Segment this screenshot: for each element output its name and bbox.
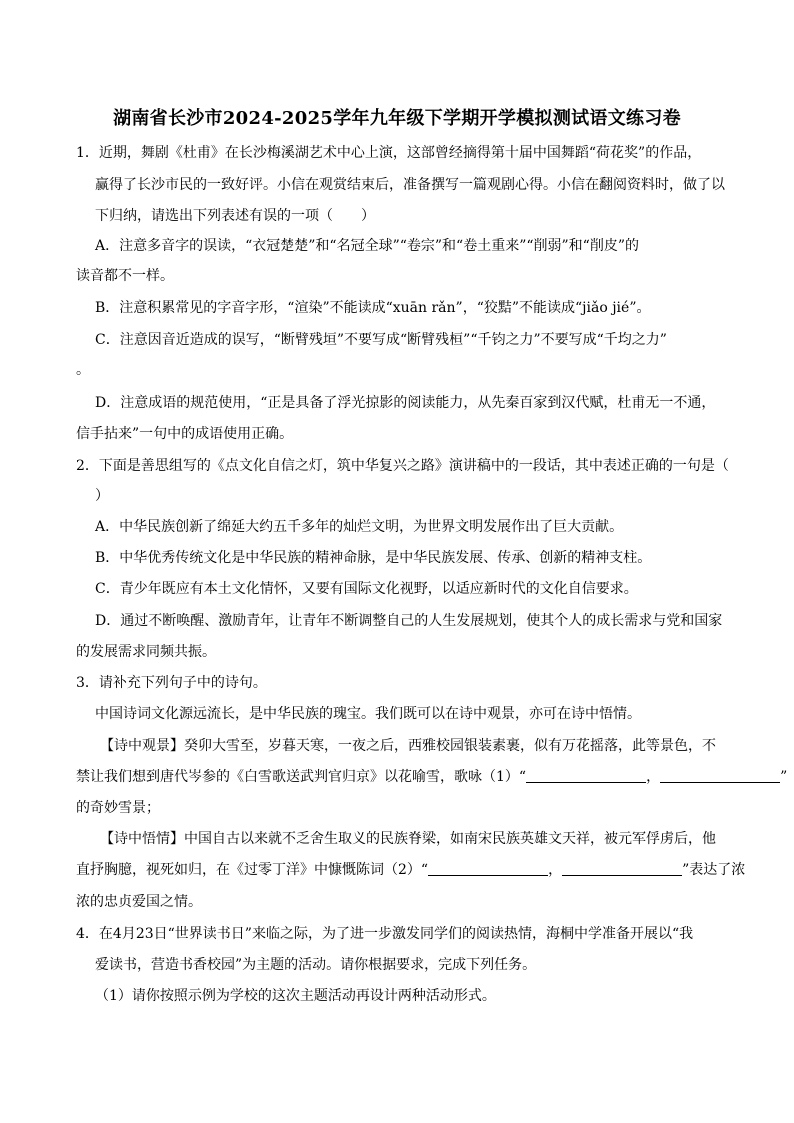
q3-scene-line3: 的奇妙雪景； xyxy=(76,800,160,816)
q1-option-d-line2: 信手拈来”一句中的成语使用正确。 xyxy=(76,426,294,442)
q3-stem: 3．请补充下列句子中的诗句。 xyxy=(76,675,267,691)
q3-emotion-line2-tail: ”表达了浓 xyxy=(682,862,746,878)
q1-option-a-line1: A．注意多音字的误读，“衣冠楚楚”和“名冠全球”“卷宗”和“卷土重来”“削弱”和“削皮”的 xyxy=(95,238,639,254)
q4-subquestion-1: （1）请你按照示例为学校的这次主题活动再设计两种活动形式。 xyxy=(95,988,496,1004)
page-title: 湖南省长沙市2024-2025学年九年级下学期开学模拟测试语文练习卷 xyxy=(113,108,681,129)
q1-option-b: B．注意积累常见的字音字形，“渲染”不能读成“xuān rǎn”，“狡黠”不能读成“jiǎo jié”。 xyxy=(95,300,651,316)
q3-emotion-line2-text: 直抒胸臆，视死如归，在《过零丁洋》中慷慨陈词（2）“ xyxy=(76,862,429,878)
q3-scene-line1: 【诗中观景】癸卯大雪至，岁暮天寒，一夜之后，西雅校园银装素裹，似有万花摇落，此等景色，不 xyxy=(100,738,716,754)
q2-option-d-line2: 的发展需求同频共振。 xyxy=(76,644,216,660)
q3-scene-line2-text: 禁让我们想到唐代岑参的《白雪歌送武判官归京》以花喻雪，歌咏（1）“ xyxy=(76,769,527,785)
q3-emotion-line1: 【诗中悟情】中国自古以来就不乏舍生取义的民族脊梁，如南宋民族英雄文天祥，被元军俘虏后，他 xyxy=(100,831,716,847)
q2-option-c: C．青少年既应有本土文化情怀，又要有国际文化视野，以适应新时代的文化自信要求。 xyxy=(95,581,638,597)
q3-scene-line2 xyxy=(76,767,787,787)
blank-separator: ， xyxy=(646,769,661,785)
q4-stem-line2: 爱读书，营造书香校园”为主题的活动。请你根据要求，完成下列任务。 xyxy=(95,957,537,973)
answer-blank-1b[interactable] xyxy=(660,768,780,783)
q2-stem-line1: 2．下面是善思组写的《点文化自信之灯，筑中华复兴之路》演讲稿中的一段话，其中表述正确的一句是（ xyxy=(76,458,729,474)
q3-emotion-line3: 浓的忠贞爱国之情。 xyxy=(76,894,202,910)
q2-option-d-line1: D．通过不断唤醒、激励青年，让青年不断调整自己的人生发展规划，使其个人的成长需求与党和国家 xyxy=(95,613,723,629)
q1-stem-line2: 赢得了长沙市民的一致好评。小信在观赏结束后，准备撰写一篇观剧心得。小信在翻阅资料时，做了以 xyxy=(95,177,725,193)
q1-option-c-line2: 。 xyxy=(76,362,90,378)
q2-option-a: A．中华民族创新了绵延大约五千多年的灿烂文明，为世界文明发展作出了巨大贡献。 xyxy=(95,519,624,535)
answer-blank-1a[interactable] xyxy=(526,768,646,783)
q1-option-c-line1: C．注意因音近造成的误写，“断臂残垣”不要写成“断臂残桓”“千钧之力”不要写成“千均之力” xyxy=(95,332,667,348)
answer-blank-2a[interactable] xyxy=(428,861,548,876)
q3-intro: 中国诗词文化源远流长，是中华民族的瑰宝。我们既可以在诗中观景，亦可在诗中悟情。 xyxy=(95,706,641,722)
blank-separator: ， xyxy=(548,862,563,878)
q2-option-b: B．中华优秀传统文化是中华民族的精神命脉，是中华民族发展、传承、创新的精神支柱。 xyxy=(95,550,652,566)
q3-emotion-line2 xyxy=(76,860,745,880)
closing-quote: ” xyxy=(780,769,788,785)
answer-blank-2b[interactable] xyxy=(562,861,682,876)
q2-stem-line2: ） xyxy=(95,488,109,504)
q1-stem-line3: 下归纳，请选出下列表述有误的一项（ ） xyxy=(95,208,375,224)
q1-stem-line1: 1．近期，舞剧《杜甫》在长沙梅溪湖艺术中心上演，这部曾经摘得第十届中国舞蹈“荷花奖”的作品， xyxy=(76,145,702,161)
q4-stem-line1: 4．在4月23日“世界读书日”来临之际，为了进一步激发同学们的阅读热情，海桐中学准备开展以“我 xyxy=(76,926,694,942)
q1-option-a-line2: 读音都不一样。 xyxy=(76,268,174,284)
q1-option-d-line1: D．注意成语的规范使用，“正是具备了浮光掠影的阅读能力，从先秦百家到汉代赋，杜甫无一不通， xyxy=(95,395,716,411)
